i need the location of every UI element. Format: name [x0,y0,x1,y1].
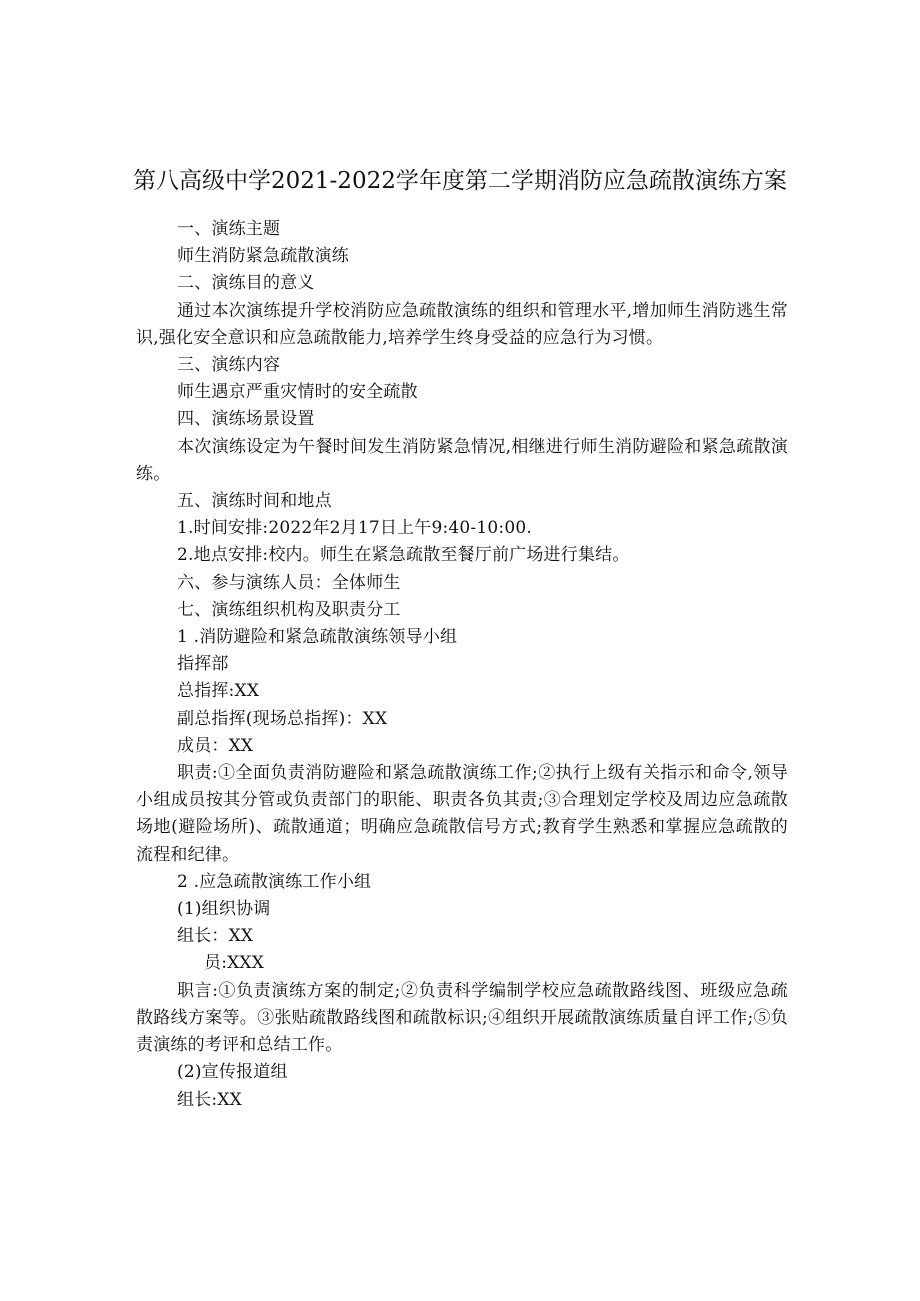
paragraph: 职责:①全面负责消防避险和紧急疏散演练工作;②执行上级有关指示和命令,领导小组成员按其分管或负责部门的职能、职责各负其责;③合理划定学校及周边应急疏散场地(避险场所)、疏散通道；明确应急疏散信号方式;教育学生熟悉和掌握应急疏散的流程和纪律。 [136,763,788,865]
paragraph: (1)组织协调 [177,899,271,920]
section-heading-6: 六、参与演练人员：全体师生 [177,572,401,593]
paragraph: 副总指挥(现场总指挥)：XX [177,708,388,729]
paragraph: 本次演练设定为午餐时间发生消防紧急情况,相继进行师生消防避险和紧急疏散演练。 [136,436,788,484]
subsection-heading: 2 .应急疏散演练工作小组 [177,871,372,892]
section-heading-5: 五、演练时间和地点 [177,491,332,512]
section-heading-7: 七、演练组织机构及职责分工 [177,599,401,620]
section-heading-2: 二、演练目的意义 [177,273,315,294]
paragraph: 通过本次演练提升学校消防应急疏散演练的组织和管理水平,增加师生消防逃生常识,强化安全意识和应急疏散能力,培养学生终身受益的应急行为习惯。 [136,300,788,348]
document-title: 第八高级中学2021-2022学年度第二学期消防应急疏散演练方案 [133,168,787,194]
paragraph: 1.时间安排:2022年2月17日上午9:40-10:00. [177,518,532,539]
paragraph: 2.地点安排:校内。师生在紧急疏散至餐厅前广场进行集结。 [177,545,630,566]
paragraph: 师生消防紧急疏散演练 [177,246,349,267]
paragraph: 员:XXX [204,953,265,974]
subsection-heading: 1 .消防避险和紧急疏散演练领导小组 [177,627,458,648]
section-heading-4: 四、演练场景设置 [177,409,315,430]
paragraph: 成员：XX [177,735,254,756]
paragraph: 职言:①负责演练方案的制定;②负责科学编制学校应急疏散路线图、班级应急疏散路线方案等。③张贴疏散路线图和疏散标识;④组织开展疏散演练质量自评工作;⑤负责演练的考评和总结工作。 [136,980,788,1056]
paragraph: 组长:XX [177,1089,242,1110]
paragraph: 师生遇京严重灾情时的安全疏散 [177,382,418,403]
section-heading-3: 三、演练内容 [177,355,281,376]
paragraph: 总指挥:XX [177,681,260,702]
paragraph: (2)宣传报道组 [177,1062,288,1083]
paragraph: 指挥部 [177,654,229,675]
section-heading-1: 一、演练主题 [177,219,281,239]
paragraph: 组长：XX [177,926,254,947]
document-body [136,216,788,1114]
